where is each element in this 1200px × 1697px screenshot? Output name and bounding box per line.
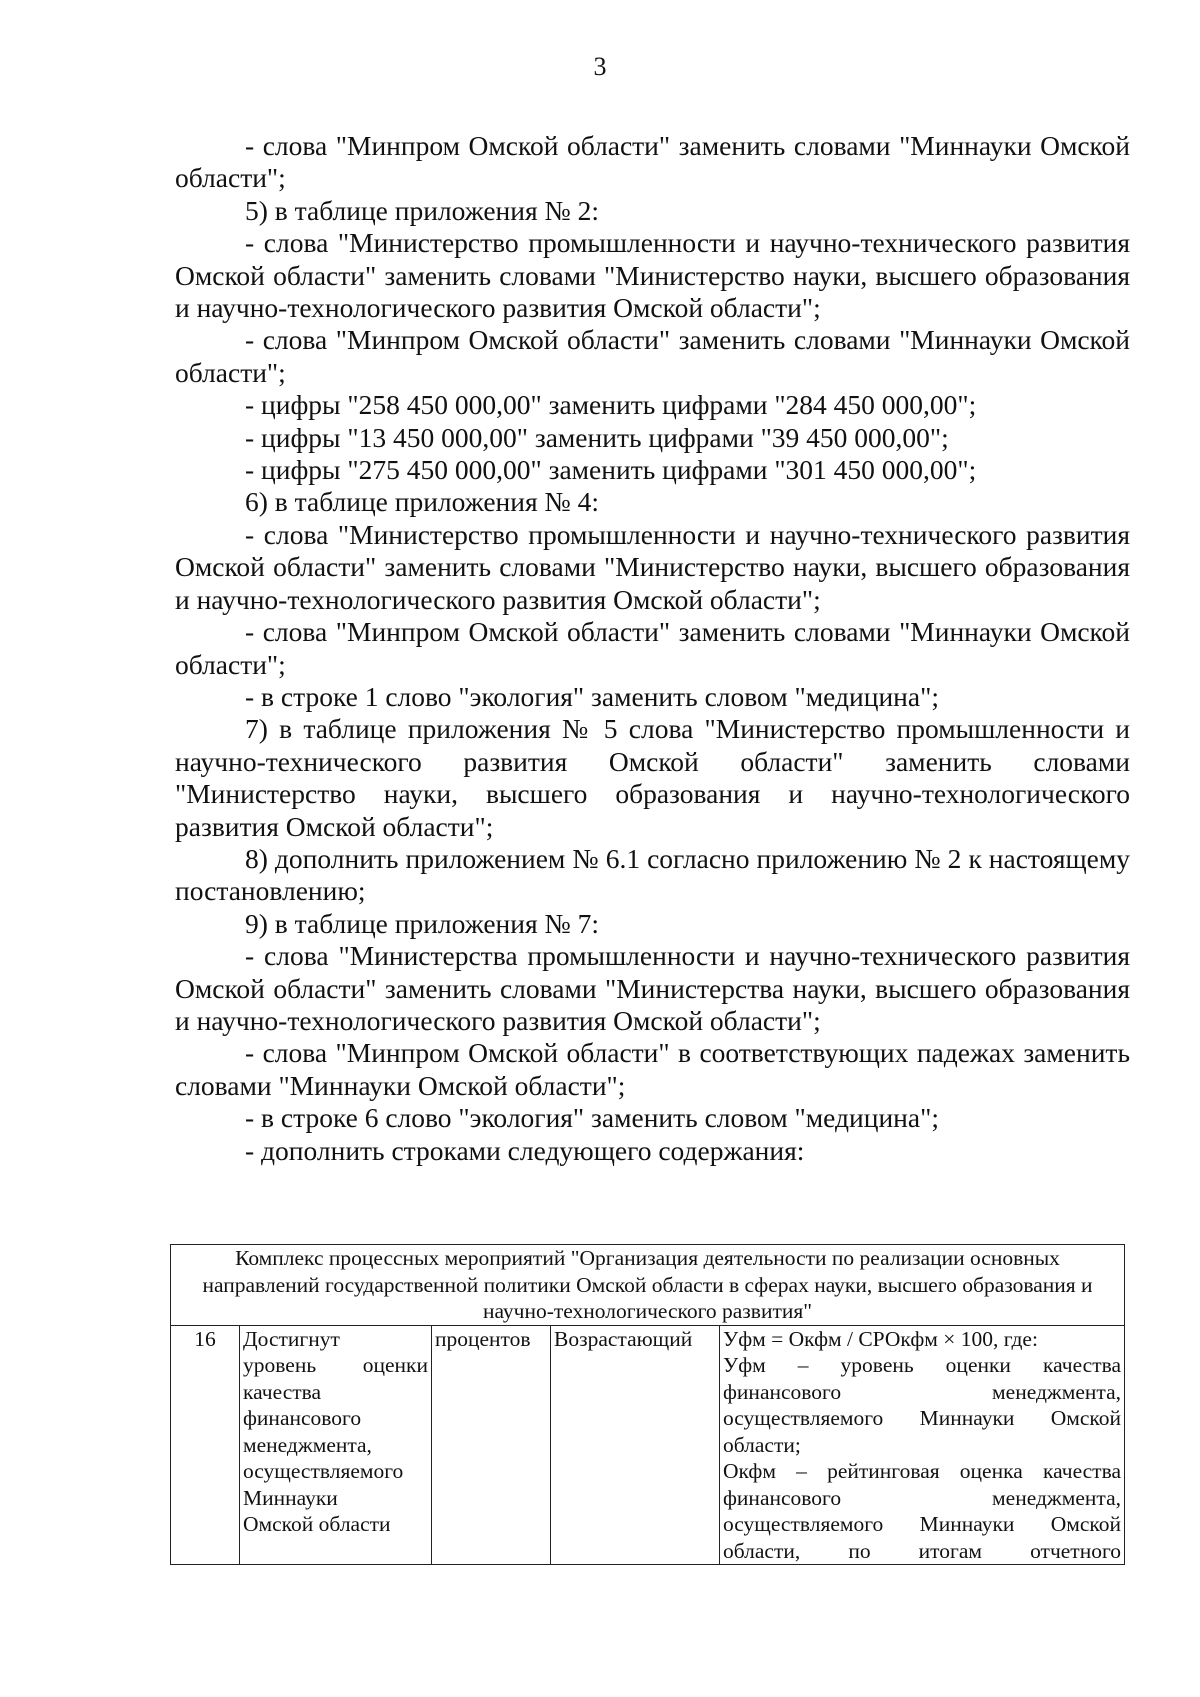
- paragraph: - слова "Министерство промышленности и научно-технического развития Омской области" заменить словами "Министерство науки, высшего образования и научно-технологического развития Омской области";: [175, 227, 1130, 324]
- row-number: 16: [171, 1325, 240, 1565]
- trend-type: Возрастающий: [551, 1325, 720, 1565]
- table-header: Комплекс процессных мероприятий "Организация деятельности по реализации основных направлений государственной политики Омской области в сферах науки, высшего образования и научно-технологического развития": [171, 1245, 1125, 1326]
- paragraph: - цифры "258 450 000,00" заменить цифрами "284 450 000,00";: [245, 389, 977, 421]
- indicators-table: [170, 1244, 1125, 1565]
- paragraph: - слова "Министерства промышленности и научно-технического развития Омской области" заменить словами "Министерства науки, высшего образования и научно-технологического развития Омской области";: [175, 940, 1130, 1036]
- paragraph: - в строке 6 слово "экология" заменить словом "медицина";: [245, 1102, 939, 1134]
- unit-of-measure: процентов: [432, 1325, 551, 1565]
- paragraph: - в строке 1 слово "экология" заменить словом "медицина";: [245, 680, 939, 712]
- paragraph: - цифры "13 450 000,00" заменить цифрами "39 450 000,00";: [245, 421, 949, 453]
- calculation-formula: Уфм = Окфм / СРОкфм × 100, где: Уфм – уровень оценки качества финансового менеджмента, осуществляемого Миннауки Омской области; Окфм – рейтинговая оценка качества финансового менеджмента, осуществляемого Миннауки Омской области, по итогам отчетного: [720, 1325, 1125, 1565]
- document-body: [175, 130, 1130, 1167]
- paragraph: - слова "Минпром Омской области" заменить словами "Миннауки Омской области";: [175, 324, 1130, 388]
- paragraph: 6) в таблице приложения № 4:: [245, 486, 600, 518]
- paragraph: 8) дополнить приложением № 6.1 согласно приложению № 2 к настоящему постановлению;: [175, 842, 1130, 907]
- paragraph: 7) в таблице приложения № 5 слова "Министерство промышленности и научно-технического развития Омской области" заменить словами "Министерство науки, высшего образования и научно-технологического развития Омской области";: [175, 713, 1130, 842]
- indicator-name: Достигнут уровень оценки качества финансового менеджмента, осуществляемого Миннауки Омской области: [240, 1325, 432, 1565]
- paragraph: - слова "Минпром Омской области" заменить словами "Миннауки Омской области";: [175, 616, 1130, 680]
- paragraph: 9) в таблице приложения № 7:: [245, 907, 600, 939]
- paragraph: - слова "Минпром Омской области" в соответствующих падежах заменить словами "Миннауки Омской области";: [175, 1037, 1130, 1101]
- paragraph: - дополнить строками следующего содержания:: [245, 1134, 805, 1166]
- paragraph: - слова "Минпром Омской области" заменить словами "Миннауки Омской области";: [175, 130, 1130, 194]
- table-row: [171, 1325, 1125, 1565]
- paragraph: - цифры "275 450 000,00" заменить цифрами "301 450 000,00";: [245, 454, 977, 486]
- table-header-row: [171, 1245, 1125, 1326]
- paragraph: 5) в таблице приложения № 2:: [245, 194, 600, 226]
- paragraph: - слова "Министерство промышленности и научно-технического развития Омской области" заменить словами "Министерство науки, высшего образования и научно-технологического развития Омской области";: [175, 518, 1130, 615]
- page-number: 3: [593, 52, 607, 81]
